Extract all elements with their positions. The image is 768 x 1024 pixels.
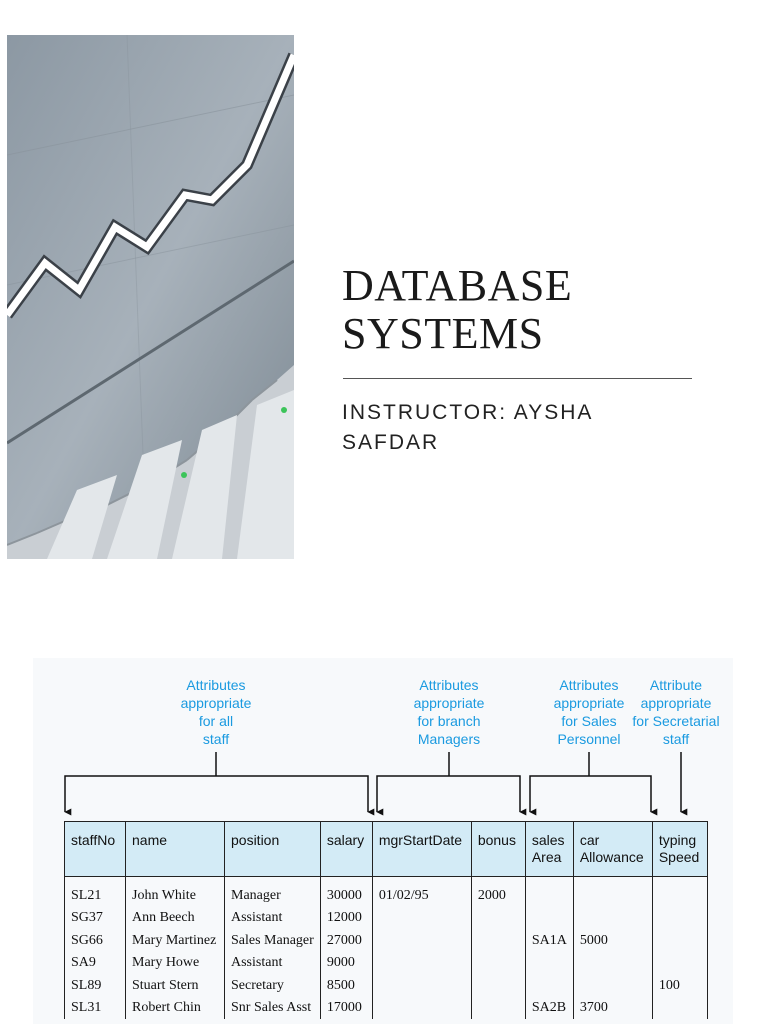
cell-staffno: SL21: [65, 877, 126, 908]
cell-staffno: SL89: [65, 975, 126, 997]
cell-typing-speed: [652, 877, 707, 908]
bracket-sales-personnel: [530, 776, 651, 812]
cell-typing-speed: [652, 952, 707, 974]
cell-sales-area: [525, 907, 573, 929]
cell-staffno: SG66: [65, 930, 126, 952]
annotation-sales-personnel: Attributes appropriate for Sales Personnel: [553, 677, 625, 747]
cell-staffno: SA9: [65, 952, 126, 974]
cell-name: John White: [126, 877, 225, 908]
instructor-line-1: INSTRUCTOR: AYSHA: [342, 401, 594, 424]
cell-mgrstartdate: [372, 907, 471, 929]
cell-bonus: [471, 975, 525, 997]
cell-bonus: 2000: [471, 877, 525, 908]
cell-position: Assistant: [225, 907, 321, 929]
title-line-1: DATABASE: [342, 261, 573, 310]
cell-staffno: SL31: [65, 997, 126, 1019]
cell-sales-area: [525, 975, 573, 997]
cell-sales-area: [525, 952, 573, 974]
cell-salary: 12000: [320, 907, 372, 929]
col-header-position: position: [225, 822, 321, 877]
annotation-branch-managers: Attributes appropriate for branch Managers: [413, 677, 485, 747]
cell-sales-area: SA1A: [525, 930, 573, 952]
cell-typing-speed: [652, 997, 707, 1019]
cell-position: Assistant: [225, 952, 321, 974]
cell-salary: 30000: [320, 877, 372, 908]
cell-car-allowance: [573, 952, 652, 974]
cell-name: Mary Martinez: [126, 930, 225, 952]
table-row: [65, 997, 708, 1019]
instructor-line-2: SAFDAR: [342, 431, 440, 454]
cell-typing-speed: 100: [652, 975, 707, 997]
cell-bonus: [471, 952, 525, 974]
cell-typing-speed: [652, 930, 707, 952]
col-header-salary: salary: [320, 822, 372, 877]
cell-car-allowance: [573, 907, 652, 929]
annotation-secretarial-staff: Attribute appropriate for Secretarial staff: [632, 677, 720, 747]
cell-mgrstartdate: [372, 997, 471, 1019]
cell-name: Ann Beech: [126, 907, 225, 929]
col-header-mgrstartdate: mgrStartDate: [372, 822, 471, 877]
cell-car-allowance: 5000: [573, 930, 652, 952]
cell-mgrstartdate: [372, 930, 471, 952]
staff-table: [64, 821, 708, 1019]
col-header-car-allowance: car Allowance: [573, 822, 652, 877]
table-header-row: [65, 822, 708, 877]
cell-bonus: [471, 997, 525, 1019]
col-header-staffno: staffNo: [65, 822, 126, 877]
annotation-all-staff: Attributes appropriate for all staff: [180, 677, 252, 747]
cell-salary: 9000: [320, 952, 372, 974]
table-row: [65, 975, 708, 997]
cell-bonus: [471, 930, 525, 952]
cell-salary: 17000: [320, 997, 372, 1019]
cell-position: Secretary: [225, 975, 321, 997]
cell-position: Snr Sales Asst: [225, 997, 321, 1019]
cell-car-allowance: 3700: [573, 997, 652, 1019]
cell-mgrstartdate: 01/02/95: [372, 877, 471, 908]
table-row: [65, 907, 708, 929]
cell-name: Stuart Stern: [126, 975, 225, 997]
cell-name: Robert Chin: [126, 997, 225, 1019]
cell-bonus: [471, 907, 525, 929]
bracket-all-staff: [65, 776, 368, 812]
cell-salary: 27000: [320, 930, 372, 952]
col-header-name: name: [126, 822, 225, 877]
cell-mgrstartdate: [372, 975, 471, 997]
cell-salary: 8500: [320, 975, 372, 997]
table-row: [65, 930, 708, 952]
col-header-sales-area: sales Area: [525, 822, 573, 877]
table-row: [65, 877, 708, 908]
bracket-branch-managers: [377, 776, 520, 812]
cell-mgrstartdate: [372, 952, 471, 974]
cell-car-allowance: [573, 877, 652, 908]
table-row: [65, 952, 708, 974]
cell-position: Sales Manager: [225, 930, 321, 952]
cell-car-allowance: [573, 975, 652, 997]
col-header-bonus: bonus: [471, 822, 525, 877]
col-header-typing-speed: typing Speed: [652, 822, 707, 877]
cell-position: Manager: [225, 877, 321, 908]
cell-name: Mary Howe: [126, 952, 225, 974]
cell-sales-area: [525, 877, 573, 908]
title-line-2: SYSTEMS: [342, 309, 544, 358]
cell-typing-speed: [652, 907, 707, 929]
cell-staffno: SG37: [65, 907, 126, 929]
cell-sales-area: SA2B: [525, 997, 573, 1019]
